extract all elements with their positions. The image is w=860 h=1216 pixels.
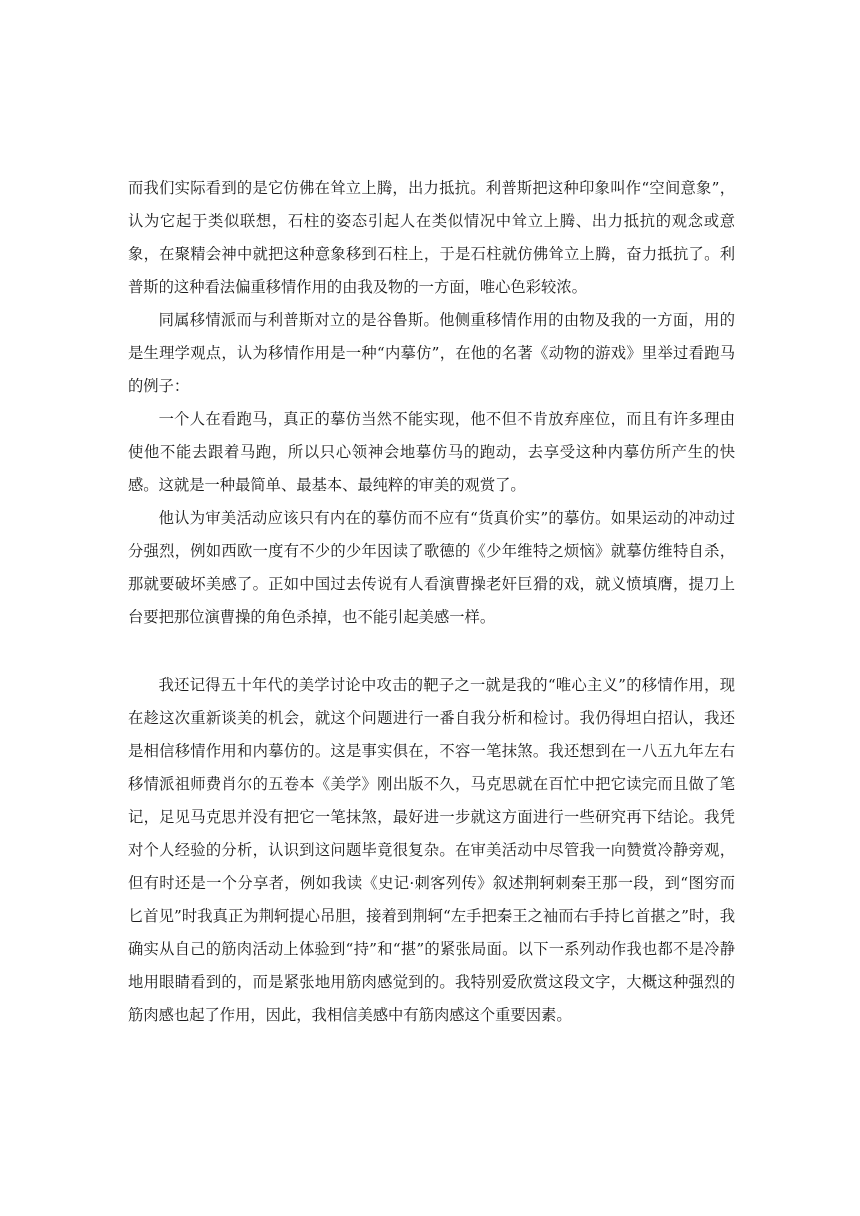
paragraph-horse-race-quote: 一个人在看跑马，真正的摹仿当然不能实现，他不但不肯放弃座位，而且有许多理由使他不能去跟着马跑，所以只心领神会地摹仿马的跑动，去享受这种内摹仿所产生的快感。这就是一种最简单、最基本、最纯粹的审美的观赏了。 <box>128 410 735 494</box>
document-page <box>128 172 735 1032</box>
paragraph-lipps-space-image: 而我们实际看到的是它仿佛在耸立上腾，出力抵抗。利普斯把这种印象叫作“空间意象”，认为它起于类似联想，石柱的姿态引起人在类似情况中耸立上腾、出力抵抗的观念或意象，在聚精会神中就把这种意象移到石柱上，于是石柱就仿佛耸立上腾，奋力抵抗了。利普斯的这种看法偏重移情作用的由我及物的一方面，唯心色彩较浓。 <box>128 179 735 296</box>
paragraph-self-analysis: 我还记得五十年代的美学讨论中攻击的靶子之一就是我的“唯心主义”的移情作用，现在趁这次重新谈美的机会，就这个问题进行一番自我分析和检讨。我仍得坦白招认，我还是相信移情作用和内摹仿的。这是事实俱在，不容一笔抹煞。我还想到在一八五九年左右移情派祖师费肖尔的五卷本《美学》刚出版不久，马克思就在百忙中把它读完而且做了笔记，足见马克思并没有把它一笔抹煞，最好进一步就这方面进行一些研究再下结论。我凭对个人经验的分析，认识到这问题毕竟很复杂。在审美活动中尽管我一向赞赏冷静旁观，但有时还是一个分享者，例如我读《史记·刺客列传》叙述荆轲刺秦王那一段，到“图穷而匕首见”时我真正为荆轲提心吊胆，接着到荆轲“左手把秦王之袖而右手持匕首揕之”时，我确实从自己的筋肉活动上体验到“持”和“揕”的紧张局面。以下一系列动作我也都不是冷静地用眼睛看到的，而是紧张地用筋肉感觉到的。我特别爱欣赏这段文字，大概这种强烈的筋肉感也起了作用，因此，我相信美感中有筋肉感这个重要因素。 <box>128 676 735 1024</box>
paragraph-groos-inner-imitation: 同属移情派而与利普斯对立的是谷鲁斯。他侧重移情作用的由物及我的一方面，用的是生理学观点，认为移情作用是一种“内摹仿”，在他的名著《动物的游戏》里举过看跑马的例子： <box>128 311 735 395</box>
section-gap <box>128 634 735 669</box>
paragraph-aesthetic-imitation: 他认为审美活动应该只有内在的摹仿而不应有“货真价实”的摹仿。如果运动的冲动过分强烈，例如西欧一度有不少的少年因读了歌德的《少年维特之烦恼》就摹仿维特自杀，那就要破坏美感了。正如中国过去传说有人看演曹操老奸巨猾的戏，就义愤填膺，提刀上台要把那位演曹操的角色杀掉，也不能引起美感一样。 <box>128 509 735 626</box>
